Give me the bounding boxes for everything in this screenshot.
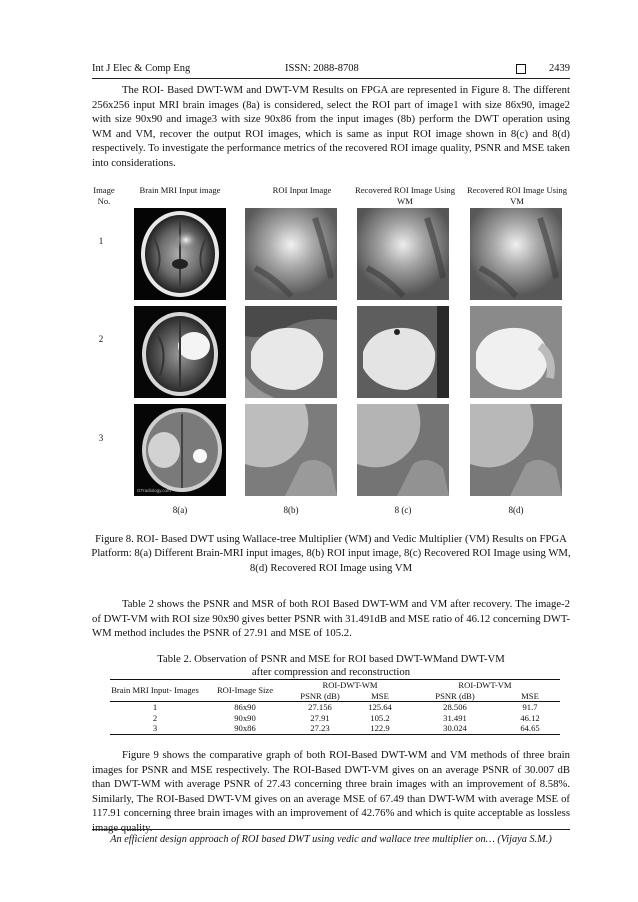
cell-image: 3 <box>110 723 200 734</box>
col-header-recovered-wm: Recovered ROI Image Using WM <box>355 185 455 206</box>
table-row <box>110 713 560 724</box>
th-wm-psnr: PSNR (dB) <box>290 691 350 702</box>
row-number-3: 3 <box>98 433 104 443</box>
col-header-image-no: Image No. <box>93 185 115 206</box>
recovered-roi-vm-image-3 <box>470 404 562 496</box>
recovered-roi-wm-image-3 <box>357 404 449 496</box>
issn: ISSN: 2088-8708 <box>285 63 359 74</box>
cell-vm-psnr: 31.491 <box>443 712 467 723</box>
table-2-caption-line1: Table 2. Observation of PSNR and MSE for ROI based DWT-WMand DWT-VM <box>157 653 505 665</box>
th-roi-dwt-vm: ROI-DWT-VM <box>410 680 560 691</box>
paragraph-table2-intro: Table 2 shows the PSNR and MSR of both ROI Based DWT-WM and VM after recovery. The image-2 of DWT-VM with ROI size 90x90 gives better PSNR with 31.491dB and MSE ratio of 46.12 concerning DWT-WM method includes the PSNR of 27.91 and MSE of 105.2. <box>92 598 571 640</box>
col-header-roi-input: ROI Input Image <box>272 185 332 195</box>
th-input-images: Brain MRI Input- Images <box>110 680 200 702</box>
running-header <box>92 63 570 77</box>
cell-wm-mse: 125.64 <box>368 702 392 712</box>
cell-image: 1 <box>152 702 158 712</box>
cell-wm-psnr: 27.23 <box>290 723 350 734</box>
running-footer: An efficient design approach of ROI based DWT using vedic and wallace tree multiplier on… (Vijaya S.M.) <box>110 834 552 845</box>
cell-vm-mse: 91.7 <box>522 702 538 712</box>
recovered-roi-vm-image-1 <box>470 208 562 300</box>
brain-mri-input-image-2 <box>134 306 226 398</box>
paragraph-figure9-discussion: Figure 9 shows the comparative graph of both ROI-Based DWT-WM and VM methods of three brain images for PSNR and MSE respectively. The ROI-Based DWT-VM gives on an average PSNR of 30.007 dB than DWT-WM with average PSNR of 27.43 concerning three brain images with an improvement of 8.58%. Similarly, The ROI-Based DWT-VM gives on an average MSE of 67.49 than DWT-WM with average MSE of 117.91 concerning three brain images with an improvement of 42.76% and which is quite acceptable as lossless image quality. <box>92 749 570 834</box>
row-number-2: 2 <box>98 334 104 344</box>
footer-rule <box>92 829 570 830</box>
cell-size: 86x90 <box>234 702 256 712</box>
table-2-caption <box>92 653 570 679</box>
cell-size: 90x90 <box>234 712 256 723</box>
recovered-roi-wm-image-2 <box>357 306 449 398</box>
recovered-roi-wm-image-1 <box>357 208 449 300</box>
cell-wm-mse: 105.2 <box>370 712 390 723</box>
journal-name: Int J Elec & Comp Eng <box>92 63 191 74</box>
sub-label-8a: 8(a) <box>172 505 188 515</box>
col-header-brain-mri: Brain MRI Input image <box>139 185 221 195</box>
table-2 <box>110 679 560 735</box>
watermark-text: GTradiology.com <box>137 488 171 493</box>
table-row <box>110 723 560 734</box>
roi-input-image-1 <box>245 208 337 300</box>
sub-label-8c: 8 (c) <box>394 505 412 515</box>
th-wm-mse: MSE <box>350 691 410 702</box>
paragraph-figure8-intro: The ROI- Based DWT-WM and DWT-VM Results on FPGA are represented in Figure 8. The different 256x256 input MRI brain images (8a) is considered, select the ROI part of image1 with size 86x90, image2 with size 90x90 and image3 with size 90x86 from the input images (8b) perform the DWT operation using WM and VM, recover the output ROI images, which is same as input ROI image shown in 8(c) and 8(d) respectively. To investigate the performance metrics of the recovered ROI image quality, PSNR and MSE taken into considerations. <box>92 84 570 169</box>
recovered-roi-vm-image-2 <box>470 306 562 398</box>
th-roi-dwt-wm: ROI-DWT-WM <box>290 680 410 691</box>
cell-vm-psnr: 28.506 <box>443 702 467 712</box>
sub-label-8d: 8(d) <box>508 505 524 515</box>
sub-label-8b: 8(b) <box>283 505 299 515</box>
roi-input-image-3 <box>245 404 337 496</box>
cell-image: 2 <box>152 712 158 723</box>
th-vm-mse: MSE <box>500 691 560 702</box>
header-rule <box>92 78 570 79</box>
cell-vm-mse: 64.65 <box>500 723 560 734</box>
cell-vm-mse: 46.12 <box>520 712 540 723</box>
cell-size: 90x86 <box>200 723 290 734</box>
th-roi-size: ROI-Image Size <box>200 680 290 702</box>
col-header-recovered-vm: Recovered ROI Image Using VM <box>467 185 567 206</box>
cell-wm-psnr: 27.156 <box>308 702 332 712</box>
page-number: 2439 <box>549 63 570 74</box>
brain-mri-input-image-3 <box>134 404 226 496</box>
checkbox-square-icon <box>516 64 526 74</box>
th-vm-psnr: PSNR (dB) <box>410 691 500 702</box>
roi-input-image-2 <box>245 306 337 398</box>
table-row <box>110 702 560 713</box>
figure-8-caption: Figure 8. ROI- Based DWT using Wallace-tree Multiplier (WM) and Vedic Multiplier (VM) Results on FPGA Platform: 8(a) Different Brain-MRI input images, 8(b) ROI input image, 8(c) Recovered ROI Image using WM, 8(d) Recovered ROI Image using VM <box>91 533 571 574</box>
table-2-caption-line2: after compression and reconstruction <box>251 666 411 678</box>
row-number-1: 1 <box>98 236 104 246</box>
cell-wm-mse: 122.9 <box>350 723 410 734</box>
brain-mri-input-image-1 <box>134 208 226 300</box>
cell-vm-psnr: 30.024 <box>410 723 500 734</box>
cell-wm-psnr: 27.91 <box>310 712 330 723</box>
